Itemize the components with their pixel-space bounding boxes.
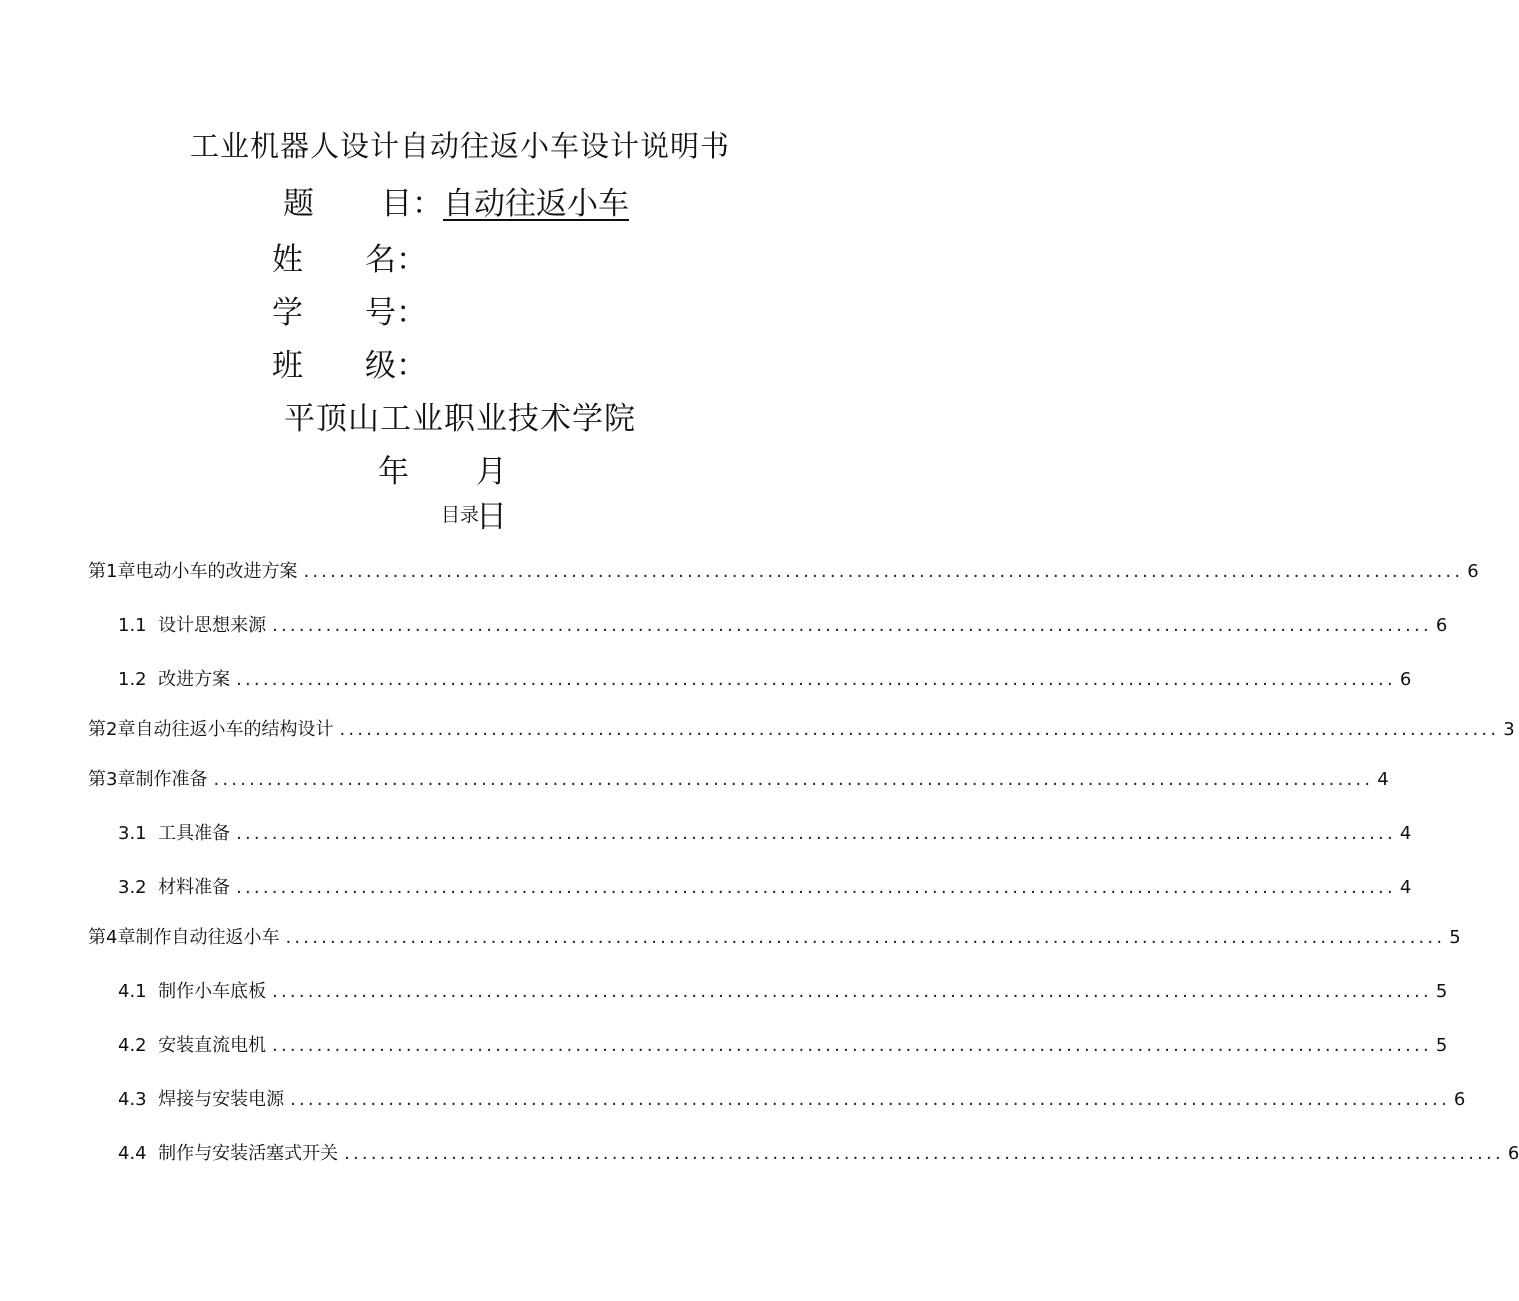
date-year: 年 bbox=[378, 454, 409, 490]
document-title: 工业机器人设计自动往返小车设计说明书 bbox=[189, 129, 730, 163]
toc-entry[interactable] bbox=[88, 765, 1389, 791]
toc-entry-title: 电动小车的改进方案 bbox=[135, 561, 298, 582]
class-label-2: 级： bbox=[365, 348, 427, 384]
toc-leader-dots: .................................................................................................................................. bbox=[285, 927, 1446, 948]
toc-entry-number: 3.2 bbox=[118, 877, 159, 898]
toc-leader-dots: .................................................................................................................................. bbox=[213, 769, 1374, 790]
toc-leader-dots: .................................................................................................................................. bbox=[236, 877, 1396, 898]
toc-entry-page: 6 bbox=[1507, 1143, 1519, 1164]
toc-entry-title: 材料准备 bbox=[158, 877, 231, 898]
toc-leader-dots: .................................................................................................................................. bbox=[339, 719, 1500, 740]
toc-leader-dots: .................................................................................................................................. bbox=[236, 823, 1396, 844]
toc-entry[interactable] bbox=[118, 1031, 1448, 1057]
student-id-label-1: 学 bbox=[272, 295, 303, 331]
toc-heading: 目录 bbox=[440, 504, 479, 526]
toc-entry-number: 第4章 bbox=[88, 927, 136, 948]
toc-leader-dots: .................................................................................................................................. bbox=[303, 561, 1464, 582]
toc-leader-dots: .................................................................................................................................. bbox=[272, 981, 1432, 1002]
toc-entry-number: 第3章 bbox=[88, 769, 136, 790]
toc-entry-number: 4.4 bbox=[118, 1143, 159, 1164]
topic-value: 自动往返小车 bbox=[443, 186, 629, 222]
toc-entry-number: 第1章 bbox=[88, 561, 136, 582]
toc-entry-title: 安装直流电机 bbox=[158, 1035, 267, 1056]
toc-entry[interactable] bbox=[88, 923, 1461, 949]
toc-entry-number: 4.1 bbox=[118, 981, 159, 1002]
toc-leader-dots: .................................................................................................................................. bbox=[272, 1035, 1432, 1056]
toc-leader-dots: .................................................................................................................................. bbox=[344, 1143, 1504, 1164]
toc-entry-page: 5 bbox=[1449, 927, 1461, 948]
toc-entry[interactable] bbox=[118, 977, 1448, 1003]
toc-entry-page: 4 bbox=[1399, 877, 1412, 898]
toc-leader-dots: .................................................................................................................................. bbox=[236, 669, 1396, 690]
toc-entry-page: 4 bbox=[1399, 823, 1412, 844]
toc-entry[interactable] bbox=[118, 665, 1412, 691]
toc-entry[interactable] bbox=[118, 1139, 1519, 1165]
toc-entry-number: 1.1 bbox=[118, 615, 159, 636]
date-month-day: 月日 bbox=[476, 454, 507, 535]
toc-entry[interactable] bbox=[88, 715, 1515, 741]
toc-entry-page: 4 bbox=[1377, 769, 1389, 790]
toc-entry[interactable] bbox=[118, 1085, 1466, 1111]
toc-entry-number: 4.3 bbox=[118, 1089, 159, 1110]
class-label-1: 班 bbox=[272, 348, 303, 384]
toc-entry-page: 3 bbox=[1503, 719, 1515, 740]
toc-entry-title: 制作与安装活塞式开关 bbox=[158, 1143, 339, 1164]
name-label-2: 名： bbox=[365, 242, 427, 278]
toc-entry-page: 6 bbox=[1435, 615, 1448, 636]
name-label-1: 姓 bbox=[272, 242, 303, 278]
toc-entry[interactable] bbox=[88, 557, 1479, 583]
toc-entry-title: 制作准备 bbox=[135, 769, 208, 790]
toc-leader-dots: .................................................................................................................................. bbox=[272, 615, 1432, 636]
toc-entry-title: 制作小车底板 bbox=[158, 981, 267, 1002]
toc-entry-title: 自动往返小车的结构设计 bbox=[135, 719, 334, 740]
toc-entry-title: 焊接与安装电源 bbox=[158, 1089, 285, 1110]
toc-entry-title: 改进方案 bbox=[158, 669, 231, 690]
toc-entry-title: 制作自动往返小车 bbox=[135, 927, 280, 948]
toc-entry-page: 5 bbox=[1435, 981, 1448, 1002]
toc-entry-title: 设计思想来源 bbox=[158, 615, 267, 636]
toc-leader-dots: .................................................................................................................................. bbox=[290, 1089, 1450, 1110]
toc-entry-page: 6 bbox=[1399, 669, 1412, 690]
toc-entry-page: 6 bbox=[1453, 1089, 1466, 1110]
topic-label-2: 目： bbox=[381, 186, 443, 222]
toc-entry-page: 6 bbox=[1467, 561, 1479, 582]
student-id-label-2: 号： bbox=[365, 295, 427, 331]
toc-entry-number: 1.2 bbox=[118, 669, 159, 690]
toc-entry-title: 工具准备 bbox=[158, 823, 231, 844]
toc-entry-page: 5 bbox=[1435, 1035, 1448, 1056]
toc-entry[interactable] bbox=[118, 819, 1412, 845]
topic-label-1: 题 bbox=[283, 186, 314, 222]
toc-entry-number: 4.2 bbox=[118, 1035, 159, 1056]
toc-entry-number: 第2章 bbox=[88, 719, 136, 740]
toc-entry[interactable] bbox=[118, 611, 1448, 637]
toc-entry[interactable] bbox=[118, 873, 1412, 899]
toc-entry-number: 3.1 bbox=[118, 823, 159, 844]
school-name: 平顶山工业职业技术学院 bbox=[284, 401, 636, 437]
